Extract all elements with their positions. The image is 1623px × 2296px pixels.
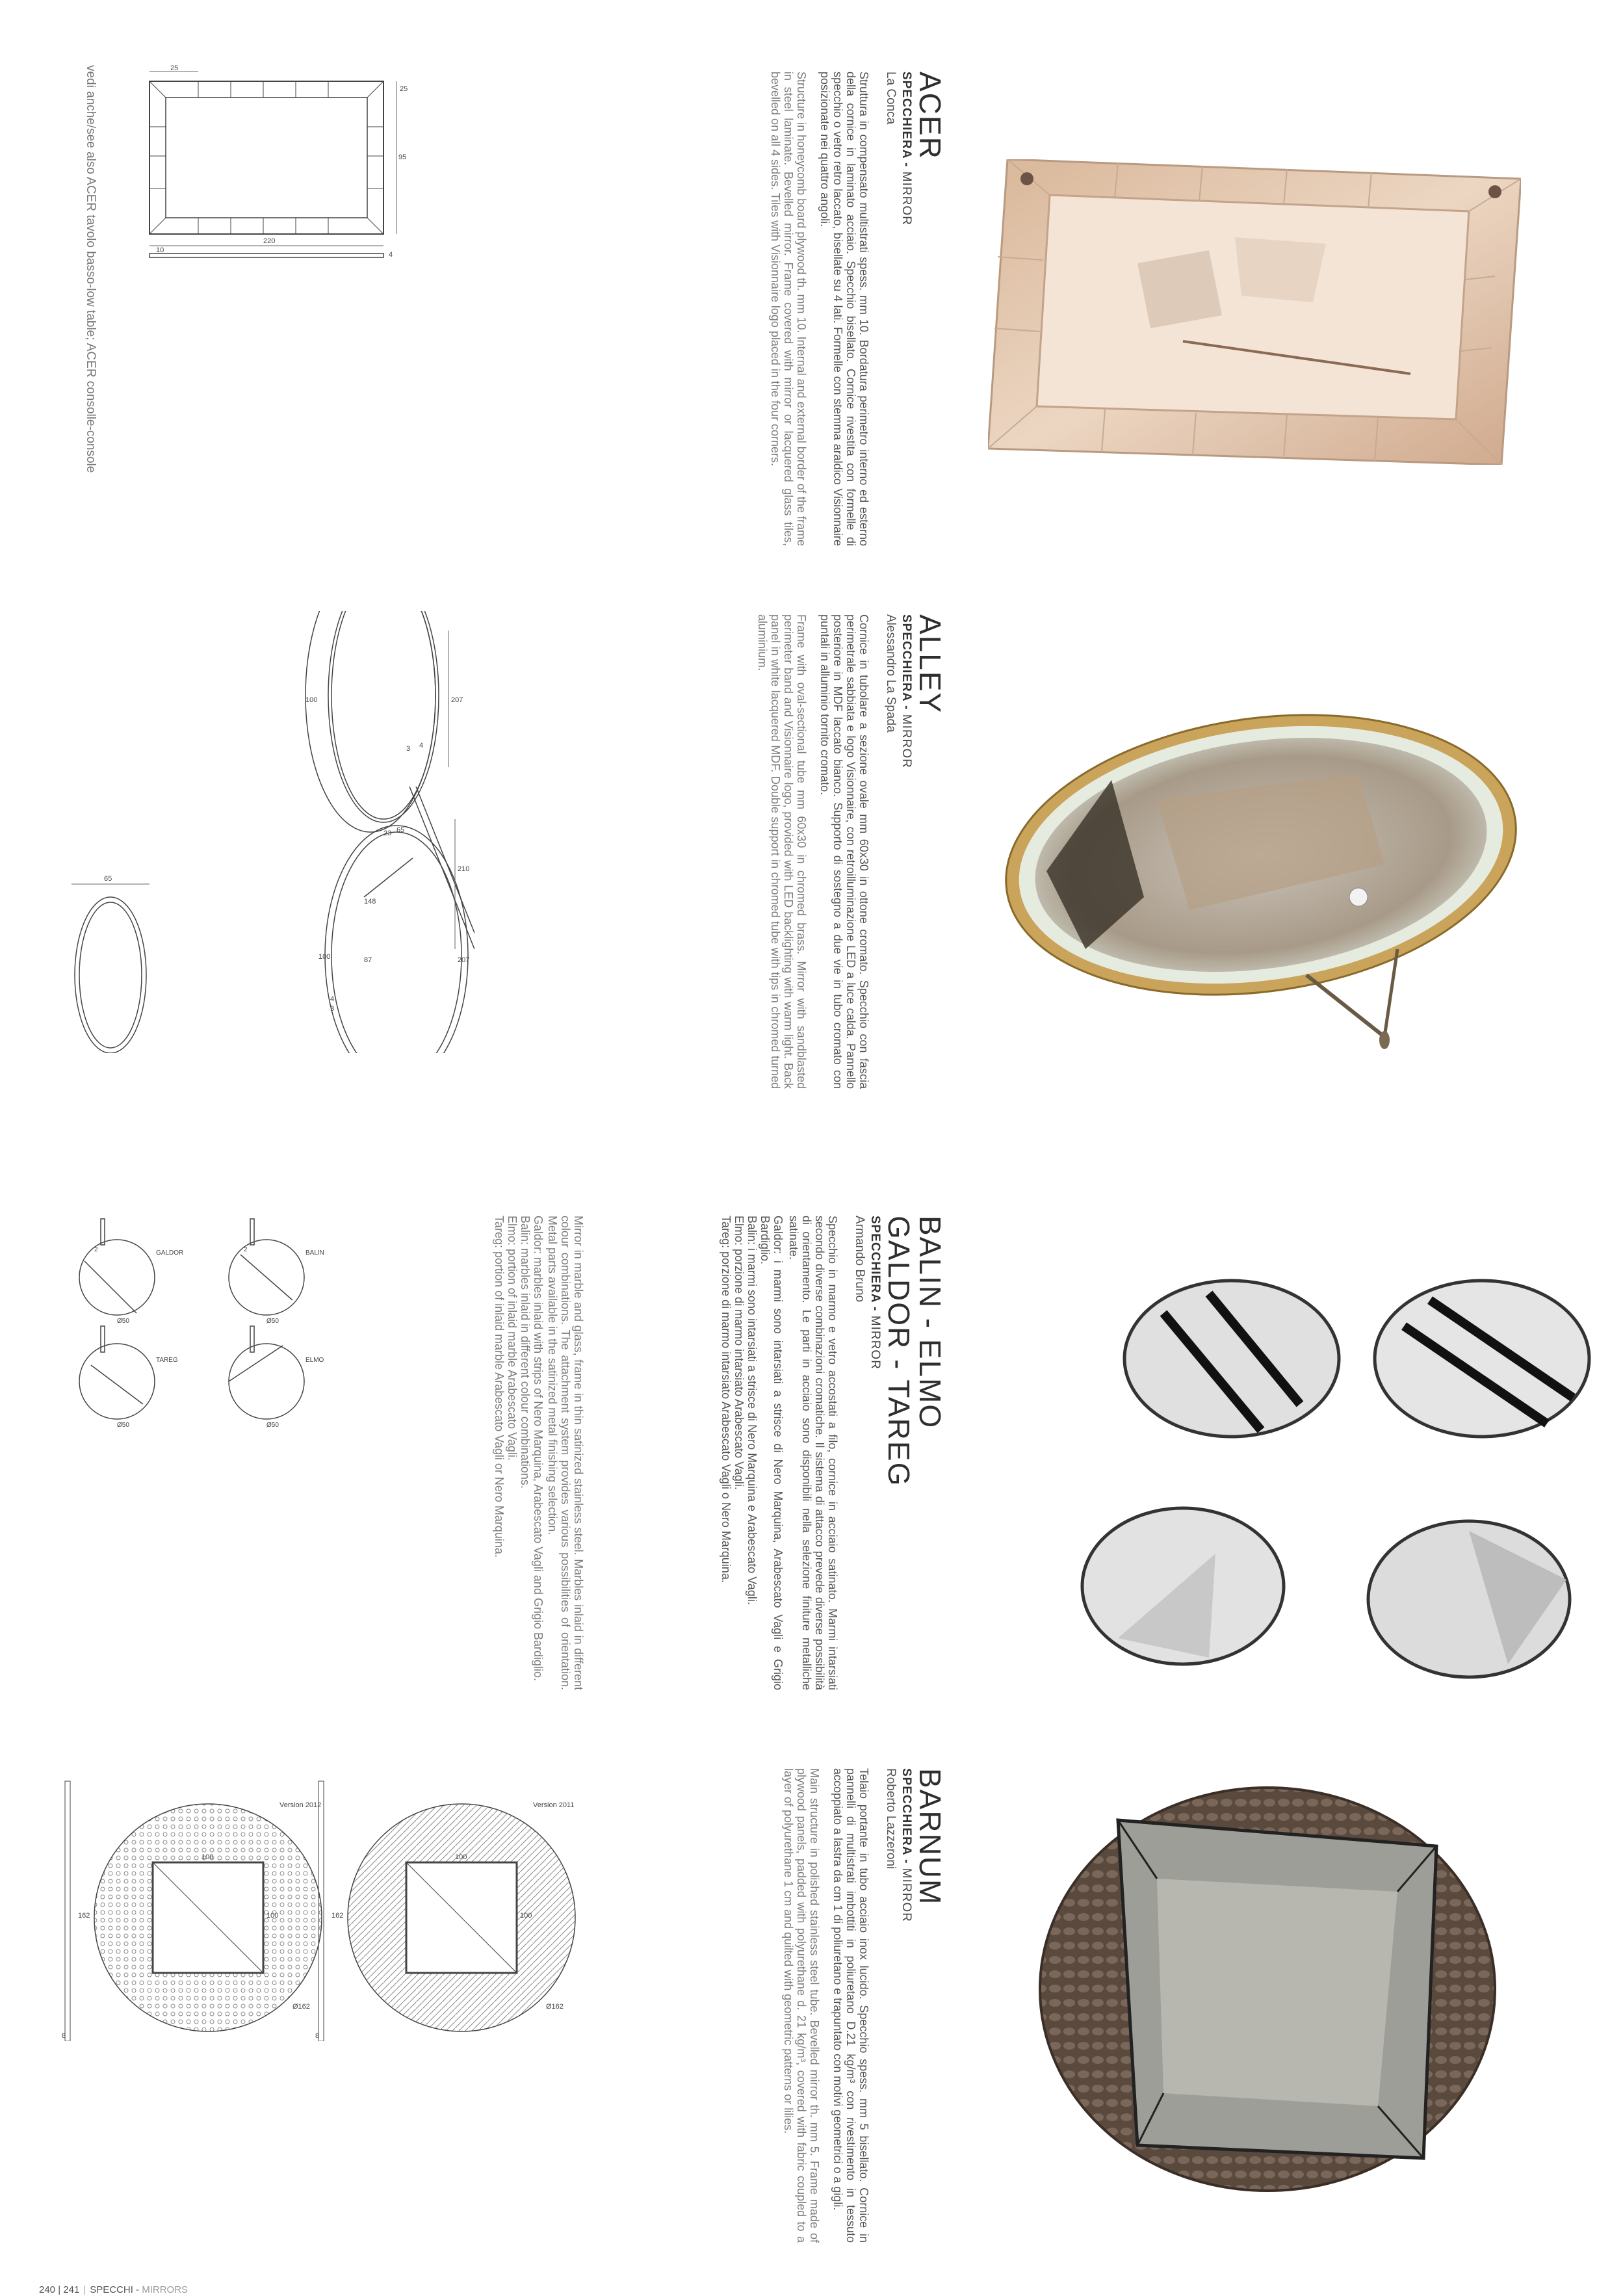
barnum-version-2012: Version 2012 xyxy=(279,1801,322,1809)
acer-dim-thickness: 10 xyxy=(156,246,164,254)
barnum-2011-dim-h: 100 xyxy=(520,1912,532,1920)
alley-dim-top-length: 207 xyxy=(451,696,463,704)
alley-dim-side-length: 210 xyxy=(458,865,470,873)
barnum-designer: Roberto Lazzeroni xyxy=(884,1768,898,1870)
alley-category: SPECCHIERA - MIRROR xyxy=(900,614,913,768)
dim-diameter-balin: Ø50 xyxy=(266,1318,279,1325)
barnum-name: BARNUM xyxy=(913,1768,947,1906)
barnum-2012-dim-side: 162 xyxy=(78,1912,90,1920)
section-title: SPECCHI xyxy=(90,2284,133,2295)
barnum-technical-drawing xyxy=(52,1768,585,2041)
acer-designer: La Conca xyxy=(884,72,898,125)
balin-text-it: Specchio in marmo e vetro accostati a filo, cornice in acciaio satinato. Marmi intarsiati secondo diverse combinazioni cromatiche. Il sistema di attacco prevede diverse possibilità di orientamento. Le parti in acciaio sono disponibili nella selezione finiture metalliche satinate. xyxy=(787,1216,839,1690)
balin-designer: Armando Bruno xyxy=(853,1216,866,1303)
alley-text-en: Frame with oval-sectional tube mm 60x30 in chromed brass. Mirror with sandblasted perimeter band and Visionnaire logo, provided with LED backlighting with warm light. Back panel in white lacquered MDF. Double support in chromed tube with tips in chromed turned aluminium. xyxy=(756,614,808,1089)
barnum-text-it: Telaio portante in tubo acciaio inox lucido. Specchio spess. mm 5 bisellato. Cornice in pannelli di multistrati imbottiti in poliuretano D.21 kg/m³ con rivestimento in tessuto accoppiato a lastra da cm 1 di poliuretano e trapuntato con motivi geometrici o a gigli. xyxy=(831,1768,870,2243)
alley-text-block xyxy=(756,614,946,1089)
acer-dim-tile: 25 xyxy=(170,65,179,72)
balin-name: BALIN - ELMO xyxy=(913,1216,947,1429)
barnum-version-2011: Version 2011 xyxy=(533,1801,575,1809)
alley-name: ALLEY xyxy=(913,614,947,714)
section-title-en: MIRRORS xyxy=(142,2284,188,2295)
dim-diameter-elmo: Ø50 xyxy=(266,1422,279,1429)
dim-depth-galdor: 2 xyxy=(94,1246,98,1253)
barnum-mirror-photo xyxy=(1033,1781,1501,2197)
acer-name: ACER xyxy=(913,72,947,160)
acer-dim-height: 95 xyxy=(398,153,407,161)
alley-dim-front-width: 100 xyxy=(318,953,331,961)
acer-category: SPECCHIERA - MIRROR xyxy=(900,72,913,226)
alley-text-it: Cornice in tubolare a sezione ovale mm 60x30 in ottone cromato. Specchio con fascia perimetrale sabbiata e logo Visionnaire, con retroilluminazione LED a luce calda. Pannello posteriore in MDF laccato bianco. Supporto di sostegno a due vie in tubo cromato con puntali in alluminio tornito cromato. xyxy=(818,614,870,1089)
barnum-2011-dim-side: 162 xyxy=(331,1912,344,1920)
acer-note: vedi anche/see also ACER tavolo basso-low table; ACER consolle-console xyxy=(84,65,97,473)
acer-technical-drawing xyxy=(136,65,474,260)
acer-see-also xyxy=(83,65,97,533)
alley-dim-4a: 4 xyxy=(419,742,424,750)
page-footer: 240 | 241 | SPECCHI - MIRRORS xyxy=(39,2284,188,2295)
acer-dim-border: 25 xyxy=(400,85,408,93)
barnum-category: SPECCHIERA - MIRROR xyxy=(900,1768,913,1922)
balin-text-en-2: Galdor: marbles inlaid with strips of Nero Marquina, Arabescato Vagli and Grigio Bardiglio. Balin: marbles inlaid in different colour combinations. Elmo: portion of inlaid marble Arabescato Vagli. Tareg: portion of inlaid marble Arabescato Vagli or Nero Marquina. xyxy=(493,1216,545,1682)
alley-dim-23: 23 xyxy=(383,829,392,837)
alley-technical-drawing xyxy=(58,611,474,1053)
galdor-name: GALDOR - TAREG xyxy=(882,1216,916,1487)
balin-category: SPECCHIERA - MIRROR xyxy=(868,1216,882,1370)
acer-text-en: Structure in honeycomb board plywood th. mm 10. Internal and external border of the frame in steel laminate. Bevelled mirror. Frame covered with mirror or lacquered glass tiles, bevelled on all 4 sides. Tiles with Visionnaire logo placed in the four corners. xyxy=(769,72,808,546)
dim-diameter-tareg: Ø50 xyxy=(117,1422,129,1429)
barnum-2012-dim-w: 100 xyxy=(201,1853,214,1861)
alley-dim-front-length: 207 xyxy=(458,956,470,964)
alley-dim-top-width: 100 xyxy=(305,696,318,704)
alley-dim-87: 87 xyxy=(364,956,372,964)
alley-dim-4b: 4 xyxy=(330,995,335,1003)
barnum-2012-dim-diameter: Ø162 xyxy=(292,2003,310,2011)
page-numbers: 240 | 241 xyxy=(39,2284,80,2295)
balin-text-block xyxy=(720,1216,946,1690)
barnum-2012-dim-depth: 8 xyxy=(62,2032,66,2040)
acer-dim-depth: 4 xyxy=(389,251,393,259)
balin-elmo-galdor-tareg-photo xyxy=(1014,1274,1599,1716)
alley-dim-3b: 3 xyxy=(330,1005,335,1013)
label-galdor: GALDOR xyxy=(156,1249,184,1257)
alley-designer: Alessandro La Spada xyxy=(884,614,898,733)
acer-text-block xyxy=(769,72,946,546)
alley-dim-small-depth: 65 xyxy=(104,875,112,883)
balin-text-it-2: Galdor: i marmi sono intarsiati a strisce di Nero Marquina, Arabescato Vagli e Grigio Bardiglio. Balin: i marmi sono intarsiati a strisce di Nero Marquina e Arabescato Vagli. Elmo: porzione di marmo intarsiato Arabescato Vagli. Tareg: porzione di marmo intarsiato Arabescato Vagli o Nero Marquina. xyxy=(720,1216,785,1690)
acer-dim-width: 220 xyxy=(263,237,276,245)
alley-dim-side-depth: 65 xyxy=(396,826,405,834)
acer-mirror-photo xyxy=(988,159,1521,465)
label-balin: BALIN xyxy=(305,1249,324,1257)
alley-dim-support: 148 xyxy=(364,898,376,906)
barnum-text-block xyxy=(782,1768,946,2243)
balin-text-en: Mirror in marble and glass, frame in thin satinized stainless steel. Marbles inlaid in different colour combinations. The attachment system provides various possibilities of orientation. Metal parts available in the satinized metal finishing selection. xyxy=(546,1216,585,1690)
alley-dim-3a: 3 xyxy=(406,745,411,753)
barnum-2012-dim-h: 100 xyxy=(266,1912,279,1920)
barnum-2011-dim-depth: 8 xyxy=(315,2032,320,2040)
balin-text-block-en xyxy=(493,1216,585,1690)
barnum-2011-dim-diameter: Ø162 xyxy=(546,2003,564,2011)
barnum-text-en: Main structure in polished stainless steel tube. Bevelled mirror th. mm 5. Frame made of plywood panels, padded with polyurethane d. 21 kg/m³, covered with fabric coupled to a layer of polyurethane 1 cm and quilted with geometric patterns or lilies. xyxy=(782,1768,821,2243)
barnum-2011-dim-w: 100 xyxy=(455,1853,467,1861)
label-elmo: ELMO xyxy=(305,1357,324,1364)
acer-text-it: Struttura in compensato multistrati spess. mm 10. Bordatura perimetro interno ed esterno della cornice in laminato acciaio. Specchio bisellato. Cornice rivestita con formelle di specchio o vetro retro laccato, bisellate su 4 lati. Formelle con stemma araldico Visionnaire posizionate nei quattro angoli. xyxy=(818,72,870,546)
dim-depth-balin: 2 xyxy=(244,1246,248,1253)
label-tareg: TAREG xyxy=(156,1357,178,1364)
alley-mirror-photo xyxy=(994,702,1560,1066)
dim-diameter-galdor: Ø50 xyxy=(117,1318,129,1325)
balin-elmo-galdor-tareg-drawing xyxy=(58,1216,331,1437)
